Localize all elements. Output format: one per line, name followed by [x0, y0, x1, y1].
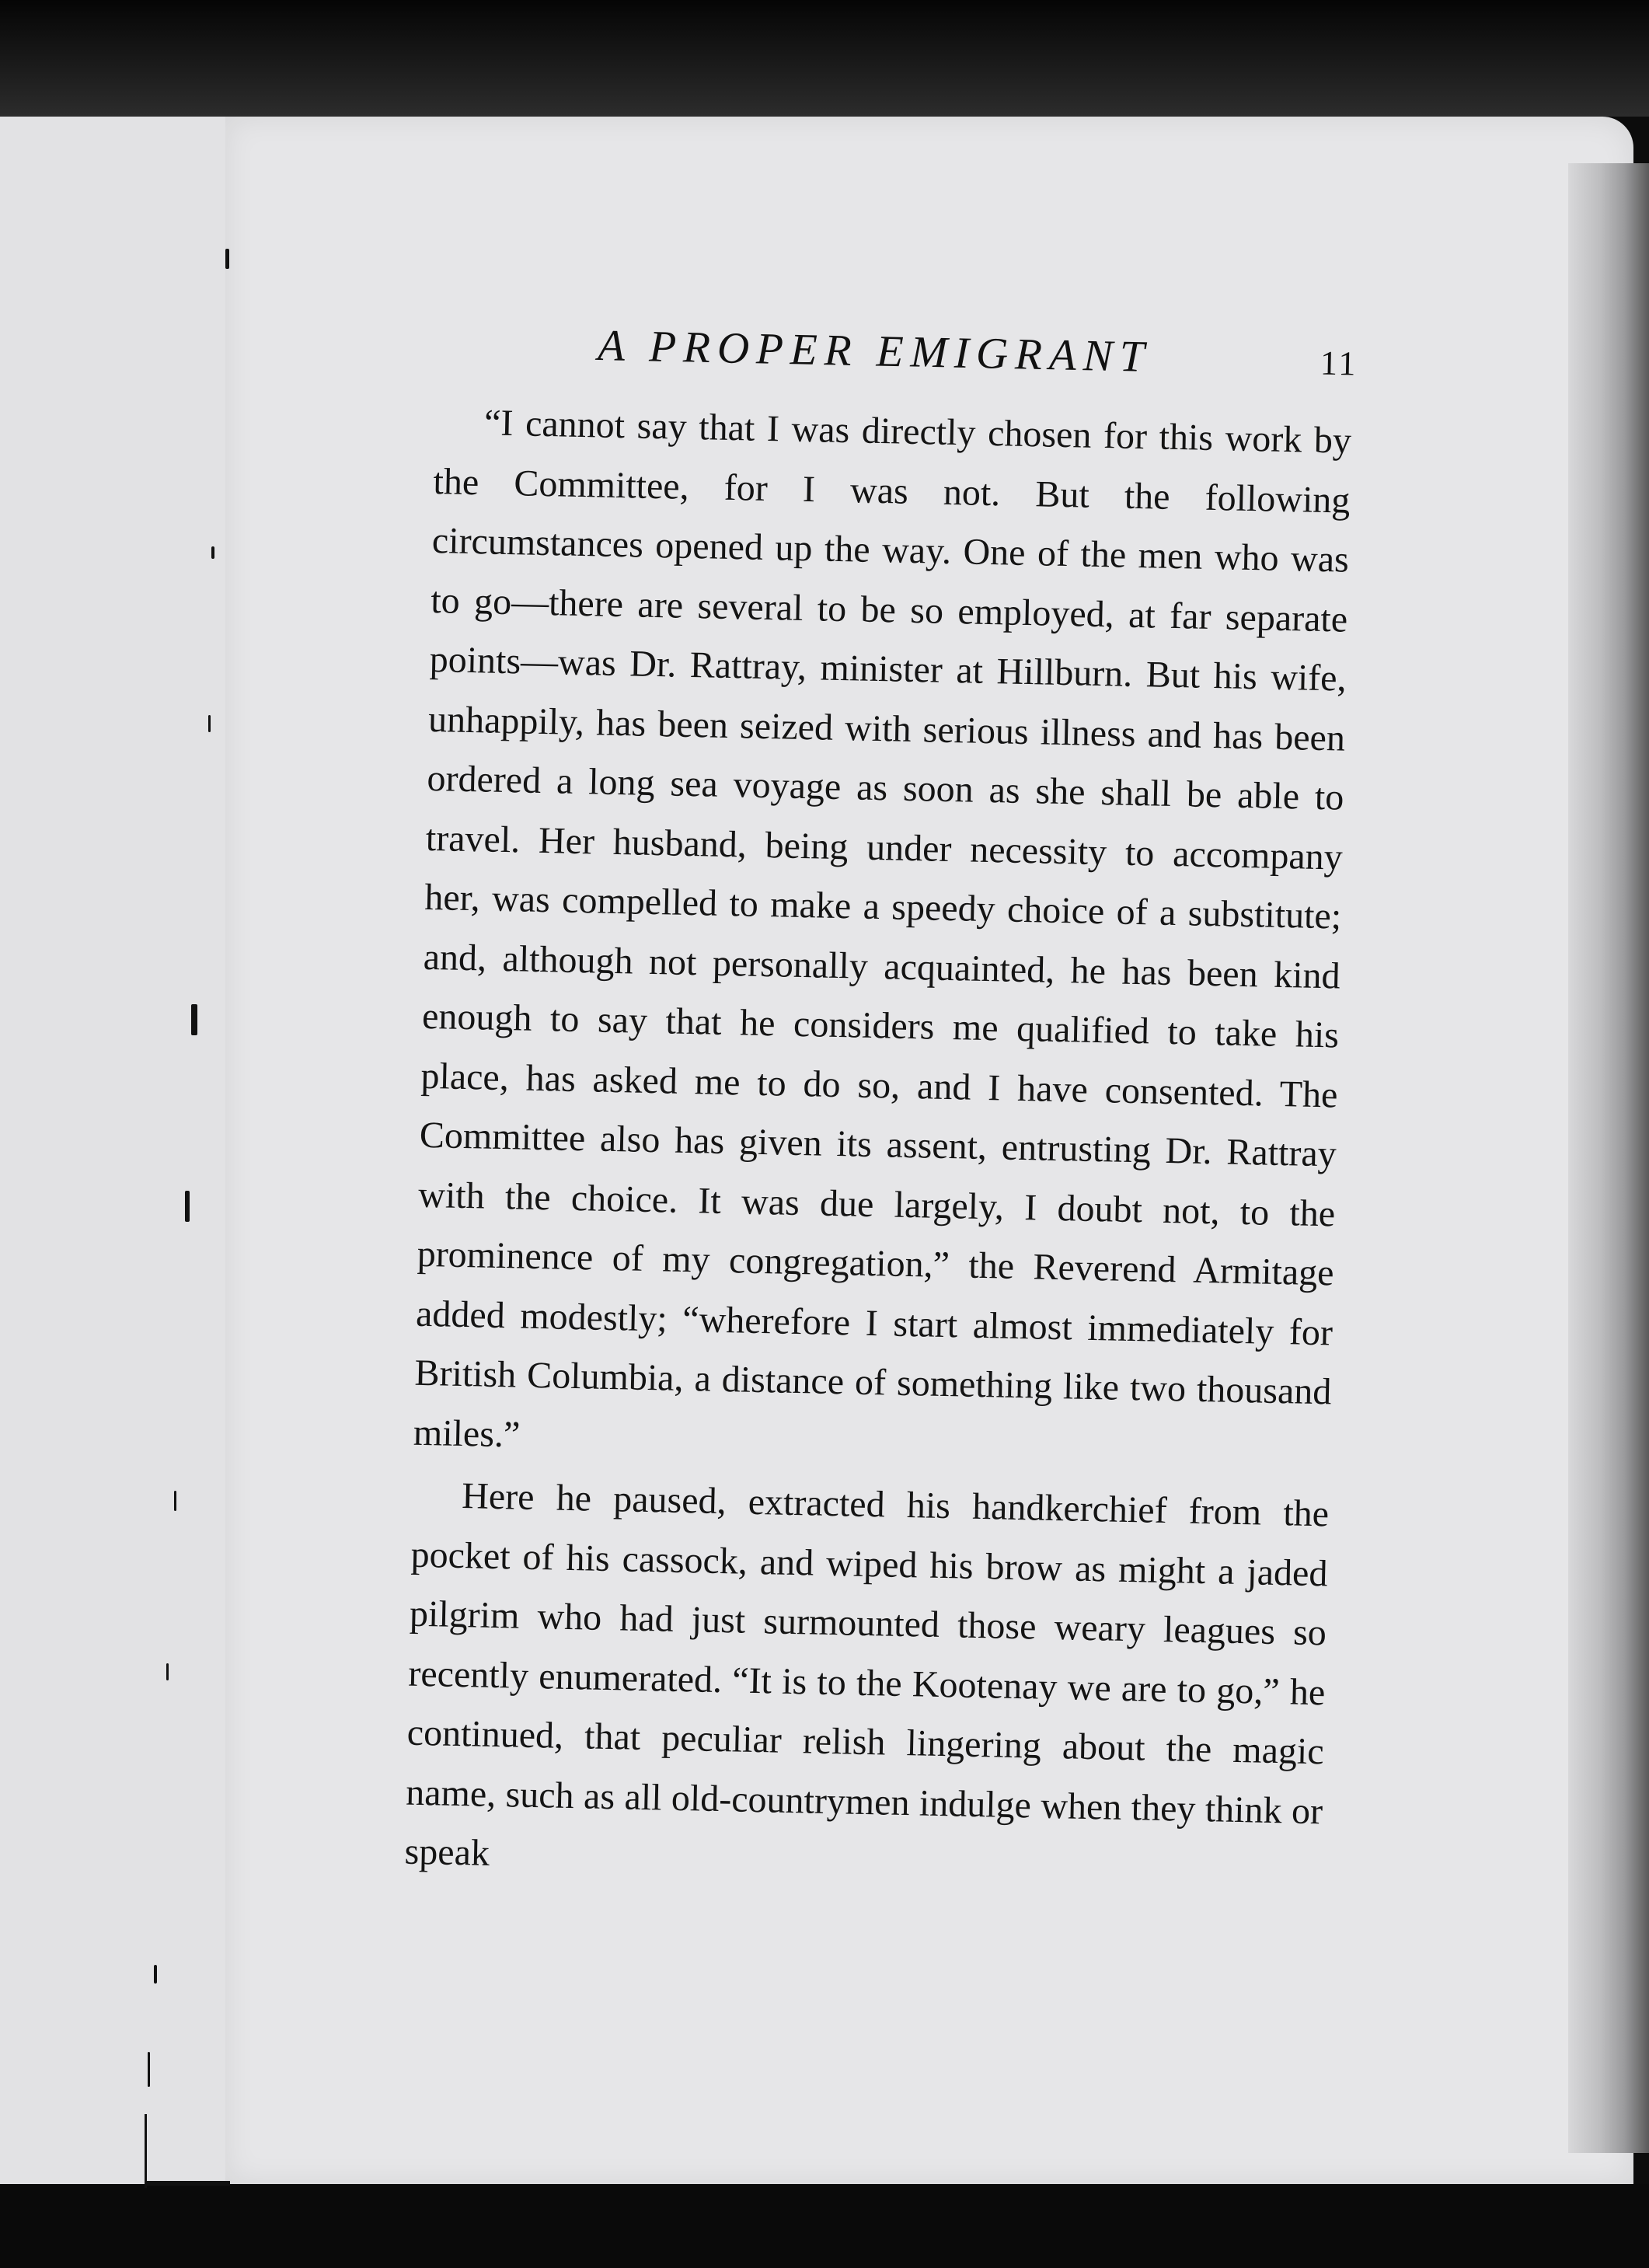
gutter-mark	[211, 546, 214, 559]
scan-background-bottom	[0, 2184, 1649, 2268]
gutter-mark	[154, 1965, 157, 1984]
page-stack-edge	[1568, 163, 1649, 2153]
paragraph: Here he paused, extracted his handkerchief from the pocket of his cassock, and wiped his brow as might a jaded pilgrim who had just surmounted those weary leagues so recently enumerated. “It is to the Kootenay we are to go,” he continued, that peculiar relish lingering about the magic name, such as all old-countrymen indulge when they think or speak	[404, 1475, 1330, 1874]
gutter-mark	[148, 2052, 150, 2087]
gutter-mark	[166, 1663, 169, 1680]
scan-background-top	[0, 0, 1649, 117]
gutter-mark	[174, 1491, 176, 1511]
gutter-mark	[185, 1191, 190, 1222]
facing-page-left	[0, 117, 233, 2188]
running-title: A PROPER EMIGRANT	[597, 320, 1152, 382]
gutter-mark	[225, 249, 229, 269]
page-number: 11	[1320, 344, 1358, 383]
paragraph: “I cannot say that I was directly chosen for this work by the Committee, for I was not. But the following circumstances opened up the way. One of the men who was to go—there are several to be so employed, at far separate points—was Dr. Rattray, minister at Hillburn. But his wife, unhappily, has been seized with serious illness and has been ordered a long sea voyage as soon as she shall be able to travel. Her husband, being under necessity to accompany her, was compelled to make a speedy choice of a substitute; and, although not personally acquainted, he has been kind enough to say that he considers me qualified to take his place, has asked me to do so, and I have consented. The Committee also has given its assent, entrusting Dr. Rattray with the choice. It was due largely, I doubt not, to the prominence of my congregation,” the Reverend Armitage added modestly; “wherefore I start almost immediately for British Columbia, a distance of something like two thousand miles.”	[413, 402, 1352, 1456]
gutter-mark	[208, 715, 211, 732]
gutter-line	[145, 2114, 147, 2188]
gutter-line	[145, 2181, 230, 2186]
body-text	[404, 393, 1352, 1901]
gutter-mark	[191, 1004, 197, 1035]
